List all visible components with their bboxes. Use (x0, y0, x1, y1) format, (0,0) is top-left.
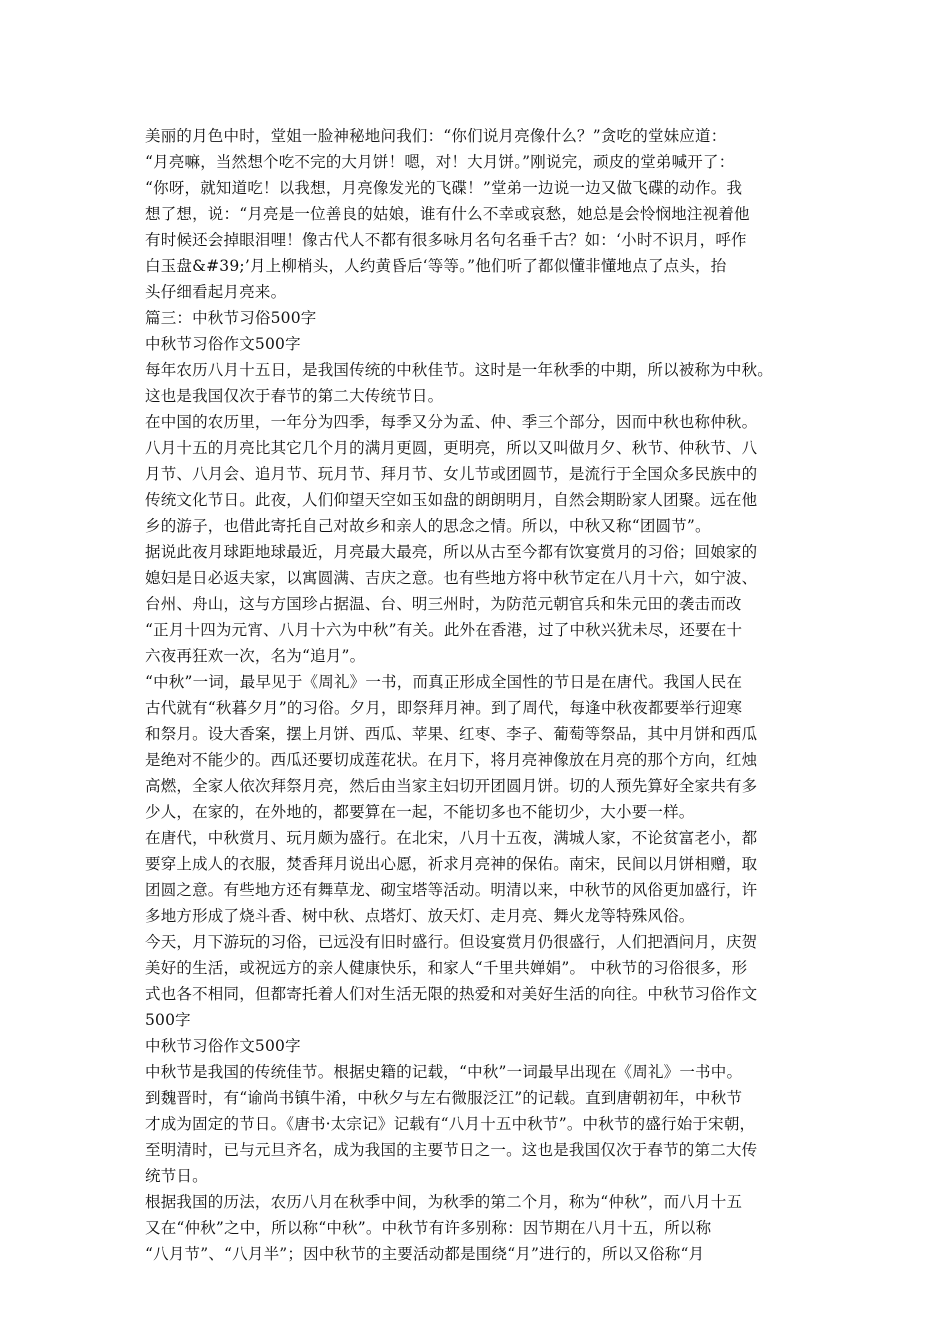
text-line: 高燃，全家人依次拜祭月亮，然后由当家主妇切开团圆月饼。切的人预先算好全家共有多 (145, 777, 758, 795)
text-line: 八月十五的月亮比其它几个月的满月更圆，更明亮，所以又叫做月夕、秋节、仲秋节、八 (145, 439, 758, 457)
text-line: 根据我国的历法，农历八月在秋季中间，为秋季的第二个月，称为“仲秋”，而八月十五 (145, 1193, 743, 1211)
text-line: 今天，月下游玩的习俗，已远没有旧时盛行。但设宴赏月仍很盛行，人们把酒问月，庆贺 (145, 933, 758, 951)
text-line: 篇三：中秋节习俗500字 (145, 309, 317, 327)
text-line: 古代就有“秋暮夕月”的习俗。夕月，即祭拜月神。到了周代，每逢中秋夜都要举行迎寒 (145, 699, 743, 717)
text-line: 和祭月。设大香案，摆上月饼、西瓜、苹果、红枣、李子、葡萄等祭品，其中月饼和西瓜 (145, 725, 758, 743)
text-line: 传统文化节日。此夜，人们仰望天空如玉如盘的朗朗明月，自然会期盼家人团聚。远在他 (145, 491, 758, 509)
text-line: “正月十四为元宵、八月十六为中秋”有关。此外在香港，过了中秋兴犹未尽，还要在十 (145, 621, 743, 639)
text-line: 中秋节习俗作文500字 (145, 335, 301, 353)
text-line: 在中国的农历里，一年分为四季，每季又分为孟、仲、季三个部分，因而中秋也称仲秋。 (145, 413, 758, 431)
text-line: 又在“仲秋”之中，所以称“中秋”。中秋节有许多别称：因节期在八月十五，所以称 (145, 1219, 712, 1237)
text-line: 式也各不相同，但都寄托着人们对生活无限的热爱和对美好生活的向往。中秋节习俗作文 (145, 985, 758, 1003)
text-line: 在唐代，中秋赏月、玩月颇为盛行。在北宋，八月十五夜，满城人家，不论贫富老小，都 (145, 829, 758, 847)
text-line: 要穿上成人的衣服，焚香拜月说出心愿，祈求月亮神的保佑。南宋，民间以月饼相赠，取 (145, 855, 758, 873)
text-line: 想了想，说：“月亮是一位善良的姑娘，谁有什么不幸或哀愁，她总是会怜悯地注视着他 (145, 205, 750, 223)
text-line: 才成为固定的节日。《唐书·太宗记》记载有“八月十五中秋节”。中秋节的盛行始于宋朝， (145, 1115, 756, 1133)
text-line: “中秋”一词，最早见于《周礼》一书，而真正形成全国性的节日是在唐代。我国人民在 (145, 673, 743, 691)
text-line: 媳妇是日必返夫家，以寓圆满、吉庆之意。也有些地方将中秋节定在八月十六，如宁波、 (145, 569, 758, 587)
text-line: 统节日。 (145, 1167, 208, 1185)
text-line: 有时候还会掉眼泪哩！像古代人不都有很多咏月名句名垂千古？如：‘小时不识月，呼作 (145, 231, 747, 249)
text-line: “月亮嘛，当然想个吃不完的大月饼！嗯，对！大月饼。”刚说完，顽皮的堂弟喊开了： (145, 153, 735, 171)
text-line: 是绝对不能少的。西瓜还要切成莲花状。在月下，将月亮神像放在月亮的那个方向，红烛 (145, 751, 758, 769)
text-line: 每年农历八月十五日，是我国传统的中秋佳节。这时是一年秋季的中期，所以被称为中秋。 (145, 361, 774, 379)
text-line: 多地方形成了烧斗香、树中秋、点塔灯、放天灯、走月亮、舞火龙等特殊风俗。 (145, 907, 695, 925)
text-line: 到魏晋时，有“谕尚书镇牛淆，中秋夕与左右微服泛江”的记载。直到唐朝初年，中秋节 (145, 1089, 743, 1107)
text-line: 中秋节习俗作文500字 (145, 1037, 301, 1055)
text-line: 至明清时，已与元旦齐名，成为我国的主要节日之一。这也是我国仅次于春节的第二大传 (145, 1141, 758, 1159)
text-line: 团圆之意。有些地方还有舞草龙、砌宝塔等活动。明清以来，中秋节的风俗更加盛行，许 (145, 881, 758, 899)
text-line: 美好的生活，或祝远方的亲人健康快乐，和家人“千里共婵娟”。 中秋节的习俗很多，形 (145, 959, 748, 977)
text-line: 六夜再狂欢一次，名为“追月”。 (145, 647, 366, 665)
text-line: 乡的游子，也借此寄托自己对故乡和亲人的思念之情。所以，中秋又称“团圆节”。 (145, 517, 711, 535)
text-line: 月节、八月会、追月节、玩月节、拜月节、女儿节或团圆节，是流行于全国众多民族中的 (145, 465, 758, 483)
text-line: “八月节”、“八月半”；因中秋节的主要活动都是围绕“月”进行的，所以又俗称“月 (145, 1245, 705, 1263)
text-line: 少人，在家的，在外地的，都要算在一起，不能切多也不能切少，大小要一样。 (145, 803, 695, 821)
text-line: 头仔细看起月亮来。 (145, 283, 287, 301)
text-line: 500字 (145, 1011, 191, 1029)
text-line: 台州、舟山，这与方国珍占据温、台、明三州时，为防范元朝官兵和朱元田的袭击而改 (145, 595, 742, 613)
text-line: 据说此夜月球距地球最近，月亮最大最亮，所以从古至今都有饮宴赏月的习俗；回娘家的 (145, 543, 758, 561)
text-line: “你呀，就知道吃！以我想，月亮像发光的飞碟！”堂弟一边说一边又做飞碟的动作。我 (145, 179, 743, 197)
text-line: 白玉盘&#39;’月上柳梢头，人约黄昏后‘等等。”他们听了都似懂非懂地点了点头，抬 (145, 257, 727, 275)
document-body (145, 123, 815, 1267)
text-line: 美丽的月色中时，堂姐一脸神秘地问我们：“你们说月亮像什么？”贪吃的堂妹应道： (145, 127, 727, 145)
text-line: 中秋节是我国的传统佳节。根据史籍的记载，“中秋”一词最早出现在《周礼》一书中。 (145, 1063, 743, 1081)
text-line: 这也是我国仅次于春节的第二大传统节日。 (145, 387, 444, 405)
